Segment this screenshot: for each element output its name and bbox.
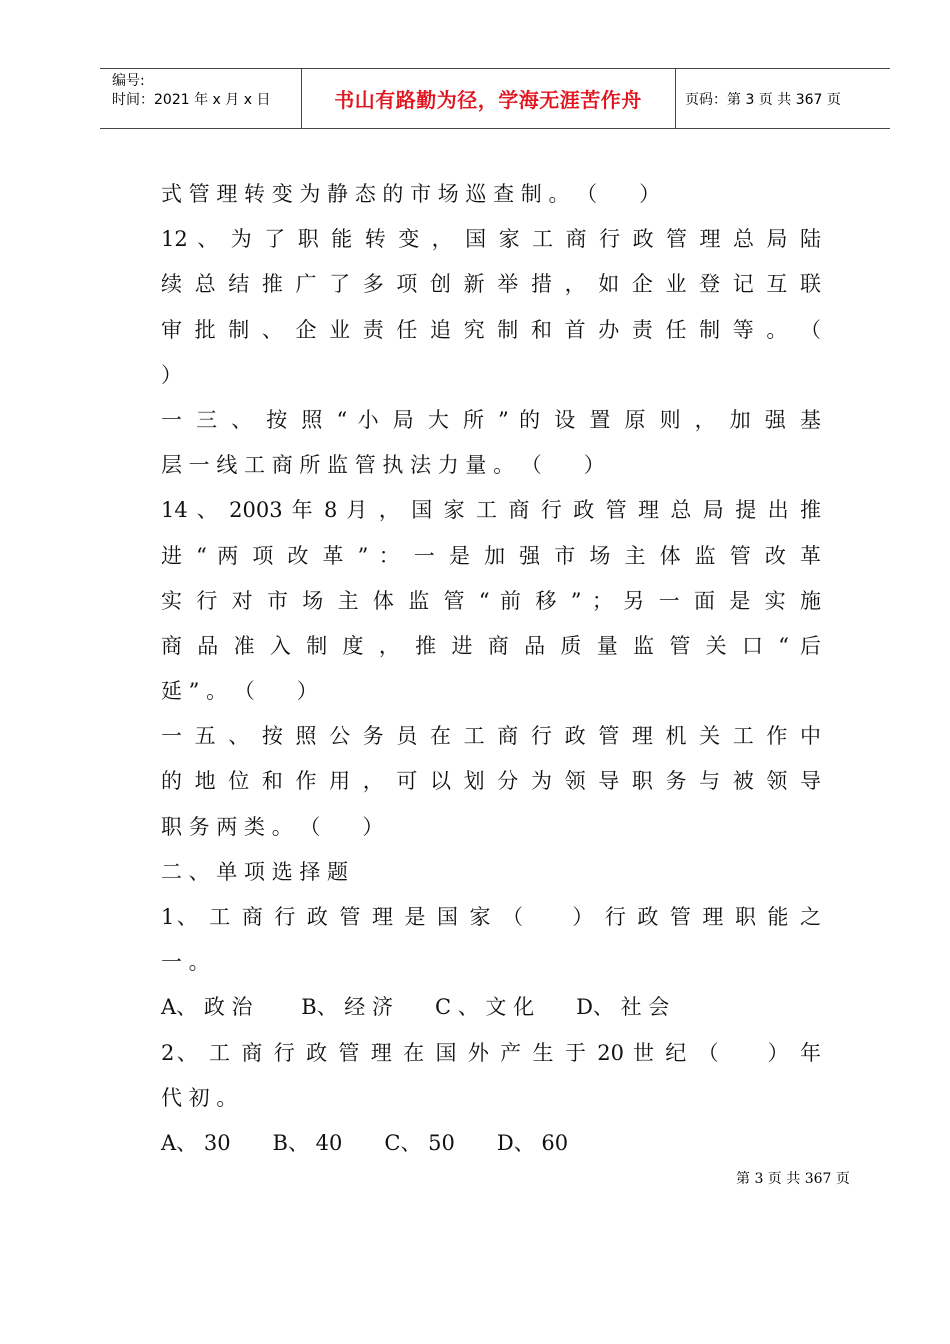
question-line: 一 。: [161, 950, 210, 975]
text-line: 进 “ 两 项 改 革 ” ： 一 是 加 强 市 场 主 体 监 管 改 革: [161, 543, 821, 568]
text-line: ）: [161, 362, 182, 387]
page-footer: 第 3 页 共 367 页: [736, 1171, 850, 1187]
text-line: 一 五 、 按 照 公 务 员 在 工 商 行 政 管 理 机 关 工 作 中: [161, 724, 821, 749]
answer-options: A、 30 B、 40 C、 50 D、 60: [161, 1130, 569, 1155]
text-line: 层 一 线 工 商 所 监 管 执 法 力 量 。 （ ）: [161, 453, 605, 478]
document-body: [161, 172, 821, 1166]
text-line: 的 地 位 和 作 用 ， 可 以 划 分 为 领 导 职 务 与 被 领 导: [161, 769, 821, 794]
header-meta-cell: [100, 69, 302, 128]
header-motto: 书山有路勤为径，学海无涯苦作舟: [334, 88, 642, 112]
text-line: 商 品 准 入 制 度 ， 推 进 商 品 质 量 监 管 关 口 “ 后: [161, 633, 821, 658]
answer-options: A、 政 治 B、 经 济 C 、 文 化 D、 社 会: [161, 995, 670, 1020]
text-line: 12 、 为 了 职 能 转 变 ， 国 家 工 商 行 政 管 理 总 局 陆: [161, 227, 821, 252]
text-line: 延 ” 。 （ ）: [161, 679, 318, 704]
page-header: [100, 68, 890, 129]
header-page-cell: [675, 69, 890, 128]
text-line: 职 务 两 类 。 （ ）: [161, 814, 384, 839]
text-line: 式 管 理 转 变 为 静 态 的 市 场 巡 查 制 。 （ ）: [161, 182, 661, 206]
date-line: 时间：2021 年 x 月 x 日: [112, 92, 271, 108]
text-line: 审 批 制 、 企 业 责 任 追 究 制 和 首 办 责 任 制 等 。 （: [161, 317, 821, 342]
serial-number-label: 编号:: [112, 73, 145, 89]
section-heading: 二 、 单 项 选 择 题: [161, 859, 349, 884]
header-motto-cell: [301, 69, 676, 128]
text-line: 实 行 对 市 场 主 体 监 管 “ 前 移 ” ； 另 一 面 是 实 施: [161, 588, 821, 613]
text-line: 14 、 2003 年 8 月 ， 国 家 工 商 行 政 管 理 总 局 提 出 推: [161, 498, 821, 523]
question-line: 2、 工 商 行 政 管 理 在 国 外 产 生 于 20 世 纪 （ ） 年: [161, 1040, 821, 1065]
header-page-info: 页码：第 3 页 共 367 页: [685, 91, 841, 108]
text-line: 一 三 、 按 照 “ 小 局 大 所 ” 的 设 置 原 则 ， 加 强 基: [161, 407, 821, 432]
question-line: 代 初 。: [161, 1085, 238, 1110]
question-line: 1、 工 商 行 政 管 理 是 国 家 （ ） 行 政 管 理 职 能 之: [161, 905, 821, 929]
text-line: 续 总 结 推 广 了 多 项 创 新 举 措 ， 如 企 业 登 记 互 联: [161, 272, 821, 297]
